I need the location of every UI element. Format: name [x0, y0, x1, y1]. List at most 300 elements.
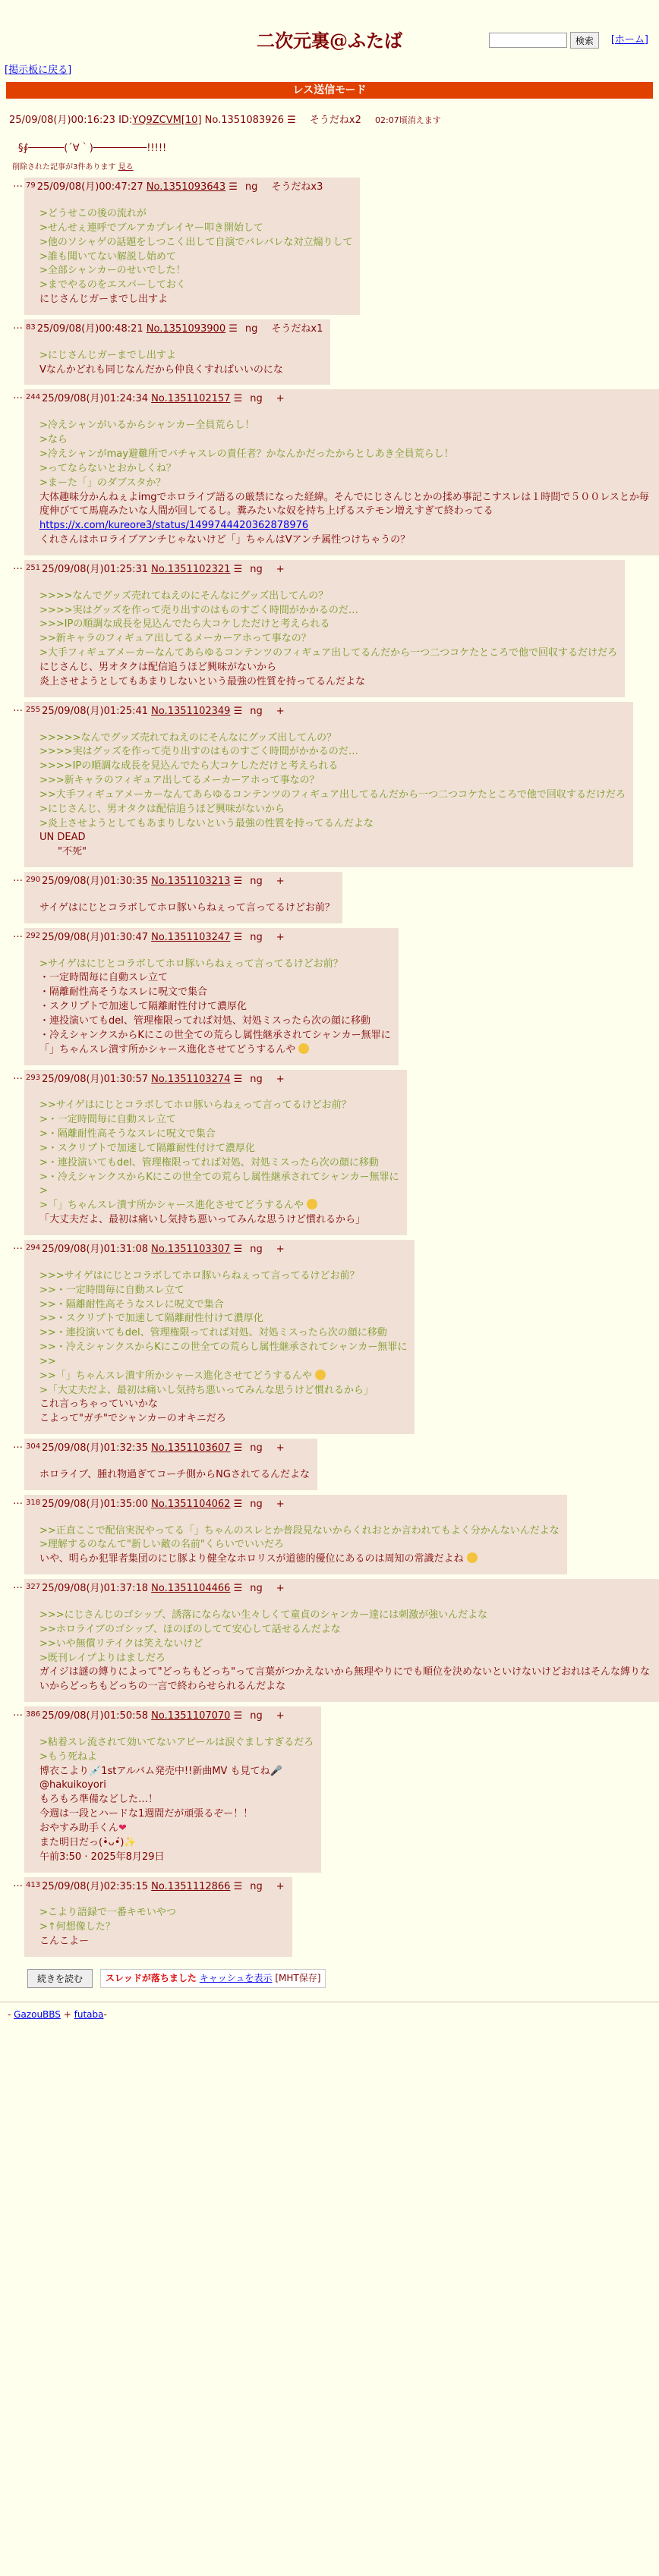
- reply-no[interactable]: No.1351103213: [151, 876, 231, 888]
- quote-line: [39, 1171, 399, 1185]
- quote-line: [39, 1920, 285, 1935]
- reply-meta: [26, 931, 391, 945]
- thread-dead-box: [100, 1969, 326, 1988]
- quote-line: [39, 250, 352, 265]
- reply-datetime: 25/09/08(月)01:31:08: [42, 1243, 149, 1255]
- line-text: >「」ちゃんスレ潰す所かシャース進化させてどうするんや: [39, 1200, 304, 1212]
- top-bar: [0, 0, 659, 53]
- quote-line: [39, 1284, 407, 1298]
- text-line: [39, 675, 617, 690]
- line-text: >>「」ちゃんスレ潰す所かシャース進化させてどうするんや: [39, 1370, 312, 1382]
- reply-meta: [26, 392, 651, 407]
- reply-meta: [26, 1582, 651, 1596]
- reply-dots: …: [13, 1070, 23, 1082]
- quote-line: [39, 1099, 399, 1113]
- reply-number: 244: [26, 393, 41, 402]
- deleted-note: [12, 162, 650, 174]
- ng-button[interactable]: ng: [250, 1880, 263, 1892]
- reply-meta: [26, 563, 617, 577]
- line-text: おやすみ助手くん: [39, 1822, 119, 1834]
- line-text: サイゲはにじとコラボしてホロ豚いらねぇって言ってるけどお前？: [39, 901, 335, 914]
- reply-meta: [26, 1243, 407, 1257]
- reply-post: [24, 319, 330, 385]
- text-line: [39, 1000, 391, 1014]
- reply-no[interactable]: No.1351107070: [151, 1710, 231, 1722]
- line-text: >ってならないとおかしくね？: [39, 462, 176, 474]
- line-text: >>>>実はグッズを作って売り出すのはものすごく時間がかかるのだ…: [39, 604, 358, 616]
- line-text: >>>新キャラのフィギュア出してるメーカーアホって事なの？: [39, 775, 320, 787]
- reply-body: [39, 1609, 651, 1694]
- quote-line: [39, 1524, 560, 1539]
- menu-icon[interactable]: ☰: [233, 393, 243, 405]
- sodane-button[interactable]: +: [276, 1442, 285, 1455]
- reply-body: [39, 1468, 310, 1483]
- line-text: >>大手フィギュアメーカーなんてあらゆるコンテンツのフィギュア出してるんだから一つ二つコケたところで他で回収するだけだろ: [39, 788, 626, 800]
- reply-meta: [26, 1073, 399, 1087]
- sodane-button[interactable]: +: [276, 876, 285, 888]
- reply-row: [0, 1070, 659, 1235]
- reply-dots: …: [13, 1580, 23, 1592]
- line-text: >>>にじさんじのゴシップ、誘落にならない生々しくて童貞のシャンカー達には刺激が強いんだよな: [39, 1609, 488, 1621]
- reply-datetime: 25/09/08(月)01:37:18: [42, 1583, 149, 1595]
- line-text: ・連投演いてもdel、管理権限ってれば対処、対処ミスったら次の顔に移動: [39, 1015, 370, 1027]
- text-line: [39, 1836, 314, 1851]
- quote-line: [39, 590, 617, 604]
- sodane-button[interactable]: +: [276, 1498, 285, 1510]
- quote-line: [39, 646, 617, 661]
- quote-line: [39, 1156, 399, 1171]
- line-text: また明日だっ(•̀ᴗ•́)✨: [39, 1836, 137, 1848]
- quote-line: [39, 1312, 407, 1326]
- reply-no[interactable]: No.1351103607: [151, 1442, 231, 1455]
- quote-line: [39, 1623, 651, 1637]
- reply-meta: [26, 1498, 560, 1512]
- footer-sep: +: [60, 2009, 74, 2021]
- line-text: これ言っちゃっていいかな: [39, 1398, 159, 1411]
- quote-line: [39, 1384, 407, 1398]
- op-no[interactable]: No.1351083926: [204, 115, 284, 126]
- line-text: >>ホロライブのゴシップ、ほのぼのしてて安心して話せるんだよな: [39, 1623, 341, 1635]
- text-line: [39, 845, 626, 860]
- text-line: [39, 1029, 391, 1043]
- menu-icon[interactable]: ☰: [233, 1243, 243, 1255]
- reply-body: [39, 731, 626, 860]
- op-id-label: ID:: [118, 115, 133, 126]
- search-button[interactable]: 検索: [570, 32, 599, 49]
- quote-line: [39, 264, 352, 278]
- ng-button[interactable]: ng: [250, 931, 263, 943]
- reply-body: [39, 1736, 314, 1865]
- op-id-link[interactable]: YQ9ZCVM[10]: [132, 115, 202, 126]
- op-expire: 02:07頃消えます: [375, 115, 441, 125]
- line-text: ・隔離耐性高そうなスレに呪文で集合: [39, 986, 208, 999]
- reply-row: [0, 1439, 659, 1490]
- reply-no[interactable]: No.1351103247: [151, 931, 231, 943]
- text-line: [39, 901, 335, 916]
- reply-no[interactable]: No.1351102157: [151, 393, 231, 405]
- line-text: >せんせぇ連呼でブルアカプレイヤー叩き開始して: [39, 222, 263, 234]
- quote-line: [39, 1370, 407, 1384]
- ng-button[interactable]: ng: [250, 1243, 263, 1255]
- quote-line: [39, 1609, 651, 1623]
- reply-body: [39, 1906, 285, 1949]
- reply-number: 386: [26, 1710, 41, 1719]
- home-link[interactable]: [ホーム]: [610, 33, 648, 46]
- quote-line: [39, 433, 651, 448]
- line-text: >サイゲはにじとコラボしてホロ豚いらねぇって言ってるけどお前？: [39, 958, 343, 970]
- footer-buttons: [27, 1969, 659, 1988]
- quote-line: [39, 958, 391, 972]
- menu-icon[interactable]: ☰: [229, 322, 238, 335]
- reply-body: [39, 207, 352, 307]
- reply-meta: [26, 1880, 285, 1895]
- line-text: >・一定時間毎に自動スレ立て: [39, 1114, 176, 1126]
- ng-button[interactable]: ng: [250, 876, 263, 888]
- sodane-button[interactable]: +: [276, 1073, 285, 1085]
- reply-body: [39, 958, 391, 1058]
- line-text: 炎上させようとしてもあまりしないという最強の性質を持ってるんだよな: [39, 675, 366, 687]
- text-line: [39, 1851, 314, 1865]
- quote-line: [39, 760, 626, 774]
- line-text: >>・隔離耐性高そうなスレに呪文で集合: [39, 1298, 224, 1310]
- reply-body: [39, 349, 323, 378]
- back-to-board-link[interactable]: [掲示板に戻る]: [5, 64, 72, 76]
- line-text: 今週は一段とハードな1週間だが頑張るぞー！！: [39, 1808, 254, 1820]
- sodane-button[interactable]: そうだねx1: [271, 322, 323, 335]
- quote-line: [39, 1184, 399, 1199]
- reply-no[interactable]: No.1351093900: [146, 322, 226, 335]
- text-line: [39, 986, 391, 1000]
- line-text: >>>IPの順調な成長を見込んでたら大コケしただけと考えられる: [39, 618, 330, 631]
- deleted-note-link[interactable]: 見る: [118, 162, 134, 171]
- menu-icon[interactable]: ☰: [233, 705, 243, 717]
- quote-line: [39, 1652, 651, 1666]
- search-area: [489, 32, 648, 49]
- ng-button[interactable]: ng: [250, 393, 263, 405]
- line-text: "不死": [58, 846, 87, 858]
- line-text: >なら: [39, 434, 68, 446]
- reply-no[interactable]: No.1351093643: [146, 181, 226, 193]
- text-line: [39, 1765, 314, 1779]
- line-text: >>・スクリプトで加速して隔離耐性付けて濃厚化: [39, 1313, 263, 1325]
- quote-line: [39, 618, 617, 632]
- line-text: >誰も聞いてない解説し始めて: [39, 250, 176, 263]
- text-line: [39, 1412, 407, 1426]
- reply-dots: …: [13, 873, 23, 885]
- op-body: [18, 142, 650, 156]
- menu-icon[interactable]: ☰: [233, 1073, 243, 1085]
- quote-line: [39, 1142, 399, 1156]
- reply-number: 83: [26, 322, 36, 332]
- cache-link[interactable]: キャッシュを表示: [199, 1972, 273, 1983]
- text-line: [39, 293, 352, 307]
- reply-list: [0, 178, 659, 1957]
- thread-dead-text: スレッドが落ちました: [106, 1972, 197, 1983]
- sodane-button[interactable]: +: [276, 705, 285, 717]
- reply-post: [24, 1495, 567, 1574]
- reply-post: [24, 1439, 317, 1490]
- reply-post: [24, 872, 342, 923]
- sodane-button[interactable]: +: [276, 931, 285, 943]
- reply-no[interactable]: No.1351104062: [151, 1498, 231, 1510]
- line-text: >どうせこの後の流れが: [39, 208, 147, 220]
- gazoubbs-link[interactable]: GazouBBS: [14, 2009, 61, 2021]
- op-sodane[interactable]: そうだねx2: [309, 115, 361, 126]
- quote-line: [39, 1128, 399, 1142]
- ng-button[interactable]: ng: [250, 1498, 263, 1510]
- line-text: https://x.com/kureore3/status/1499744420362878976: [39, 520, 309, 532]
- line-text: 大体趣味分かんねぇよimgでホロライブ語るの厳禁になった経緯。そんでにじさんじとかの揉め事記こすスレは１時間で５００レスとか毎度伸びてて馬鹿みたいな人間が回してるし。糞みたいな奴を持ち上げるステモン増えすぎて終わってる: [39, 491, 649, 517]
- reply-dots: …: [13, 560, 23, 572]
- menu-icon[interactable]: ☰: [233, 1880, 243, 1892]
- op-post: [0, 114, 659, 173]
- reply-no[interactable]: No.1351102321: [151, 563, 231, 575]
- text-line: [39, 363, 323, 378]
- quote-line: [39, 817, 626, 832]
- line-text: 「」ちゃんスレ潰す所かシャース進化させてどうするんや: [39, 1043, 296, 1055]
- text-line: [39, 1665, 651, 1694]
- reply-no[interactable]: No.1351103307: [151, 1243, 231, 1255]
- line-text: ・一定時間毎に自動スレ立て: [39, 972, 169, 984]
- sodane-button[interactable]: +: [276, 1880, 285, 1892]
- text-line: [39, 1807, 314, 1822]
- reply-post: [24, 178, 360, 315]
- menu-icon[interactable]: ☰: [233, 876, 243, 888]
- line-text: こんこよー: [39, 1936, 90, 1948]
- reply-dots: …: [13, 1707, 23, 1719]
- mht-save[interactable]: [MHT保存]: [275, 1972, 321, 1983]
- reply-post: [24, 560, 625, 697]
- line-text: >冷えシャンがmay避難所でバチャスレの責任者？かなんかだったからとしあき全員荒らし！: [39, 448, 454, 460]
- reply-meta: [26, 875, 335, 889]
- line-text: ・冷えシャンクスからKにこの世全ての荒らし属性継承されてシャンカー無罪に: [39, 1029, 391, 1041]
- menu-icon[interactable]: ☰: [233, 1442, 243, 1455]
- reply-row: [0, 928, 659, 1065]
- reply-dots: …: [13, 1240, 23, 1252]
- reply-row: [0, 702, 659, 867]
- quote-line: [39, 1637, 651, 1652]
- text-line: [39, 971, 391, 986]
- text-line: [39, 1398, 407, 1412]
- line-text: UN DEAD: [39, 832, 86, 844]
- quote-line: [39, 1906, 285, 1920]
- sodane-button[interactable]: +: [276, 1710, 285, 1722]
- line-text: @hakuikoyori: [39, 1779, 106, 1791]
- menu-icon[interactable]: ☰: [229, 181, 238, 193]
- reply-datetime: 25/09/08(月)01:30:47: [42, 931, 149, 943]
- reply-number: 413: [26, 1880, 41, 1889]
- sodane-button[interactable]: そうだねx3: [271, 181, 323, 193]
- text-line: [39, 533, 651, 548]
- text-line: [39, 1935, 285, 1949]
- reply-number: 293: [26, 1073, 41, 1082]
- line-text: >>いや無償リテイクは笑えないけど: [39, 1637, 203, 1650]
- line-text: >こより語録で一番キモいやつ: [39, 1907, 176, 1919]
- deleted-note-text: 削除された記事が3件あります: [12, 162, 116, 171]
- ng-button[interactable]: ng: [250, 1583, 263, 1595]
- line-text: ・スクリプトで加速して隔離耐性付けて濃厚化: [39, 1001, 248, 1013]
- ng-button[interactable]: ng: [244, 322, 258, 335]
- reply-row: [0, 178, 659, 315]
- text-line: [39, 1793, 314, 1807]
- line-text: >まーた「」のダブスタか？: [39, 477, 166, 489]
- reply-post: [24, 1240, 415, 1434]
- reply-meta: [26, 1442, 310, 1456]
- line-text: こよって"ガチ"でシャンカーのオキニだろ: [39, 1413, 226, 1425]
- quote-line: [39, 462, 651, 477]
- line-text: くれさんはホロライブアンチじゃないけど「」ちゃんはVアンチ属性つけちゃうの？: [39, 534, 411, 546]
- line-text: >にじさんじ、男オタクは配信追うほど興味がないから: [39, 803, 285, 815]
- quote-line: [39, 1326, 407, 1341]
- menu-icon[interactable]: ☰: [233, 931, 243, 943]
- sodane-button[interactable]: +: [276, 1583, 285, 1595]
- ng-button[interactable]: ng: [250, 1442, 263, 1455]
- reply-number: 255: [26, 705, 41, 714]
- ng-button[interactable]: ng: [250, 1710, 263, 1722]
- line-text: にじさんじガーまでし出すよ: [39, 294, 169, 306]
- reply-no[interactable]: No.1351112866: [151, 1880, 231, 1892]
- reply-dots: …: [13, 1495, 23, 1507]
- line-text: 午前3:50 · 2025年8月29日: [39, 1851, 165, 1863]
- sodane-button[interactable]: +: [276, 1243, 285, 1255]
- text-line: [39, 1043, 391, 1058]
- reply-datetime: 25/09/08(月)01:24:34: [42, 393, 149, 405]
- line-text: >までやるのをエスパーしておく: [39, 279, 186, 291]
- reply-number: 79: [26, 181, 36, 190]
- line-text: >>新キャラのフィギュア出してるメーカーアホって事なの？: [39, 633, 311, 645]
- reply-post: [24, 928, 399, 1065]
- line-text: >もう死ねよ: [39, 1750, 97, 1763]
- reply-datetime: 25/09/08(月)02:35:15: [42, 1880, 149, 1892]
- line-text: >>>>IPの順調な成長を見込んでたら大コケしただけと考えられる: [39, 760, 339, 772]
- reply-row: [0, 872, 659, 923]
- reply-dots: …: [13, 928, 23, 940]
- reply-row: [0, 1877, 659, 1957]
- quote-line: [39, 1538, 560, 1552]
- line-text: >>・連投演いてもdel、管理権限ってれば対処、対処ミスったら次の顔に移動: [39, 1327, 387, 1339]
- reply-row: [0, 560, 659, 697]
- ng-button[interactable]: ng: [250, 1073, 263, 1085]
- line-text: >他のソシャゲの話題をしつこく出して自演でバレバレな対立煽りして: [39, 236, 353, 248]
- continue-reading-button[interactable]: 続きを読む: [27, 1969, 93, 1988]
- page-footer: [0, 2002, 659, 2027]
- reply-datetime: 25/09/08(月)01:25:31: [42, 563, 149, 575]
- reply-number: 304: [26, 1442, 41, 1452]
- reply-post: [24, 1706, 321, 1872]
- line-text: 博衣こより💉1stアルバム発売中!!新曲MV も見てね🎤: [39, 1765, 282, 1777]
- op-datetime: 25/09/08(月)00:16:23: [9, 115, 115, 126]
- line-text: >>・一定時間毎に自動スレ立て: [39, 1284, 184, 1296]
- ng-button[interactable]: ng: [250, 563, 263, 575]
- line-text: >>>>なんでグッズ売れてねえのにそんなにグッズ出してんの？: [39, 590, 329, 602]
- line-text: いや、明らか犯罪者集団のにじ豚より健全なホロリスが道徳的優位にあるのは周知の常識だよね: [39, 1553, 464, 1565]
- text-line: [39, 1213, 399, 1228]
- text-line: [39, 1822, 314, 1836]
- futaba-link[interactable]: futaba: [74, 2009, 104, 2021]
- quote-line: [39, 1269, 407, 1284]
- reply-row: [0, 1706, 659, 1872]
- reply-datetime: 25/09/08(月)01:30:57: [42, 1073, 149, 1085]
- line-text: >全部シャンカーのせいでした！: [39, 265, 186, 277]
- menu-icon[interactable]: ☰: [233, 563, 243, 575]
- board-title: 二次元裏@ふたば: [257, 30, 402, 52]
- smile-emoji-icon: [315, 1370, 326, 1380]
- menu-icon[interactable]: ☰: [233, 1710, 243, 1722]
- line-text: 「大丈夫だよ、最初は痛いし気持ち悪いってみんな思うけど慣れるから」: [39, 1214, 366, 1226]
- text-line: [39, 1552, 560, 1567]
- line-text: >>・冷えシャンクスからKにこの世全ての荒らし属性継承されてシャンカー無罪に: [39, 1341, 408, 1354]
- reply-body: [39, 419, 651, 548]
- menu-icon[interactable]: ☰: [233, 1498, 243, 1510]
- line-text: >粘着スレ流されて効いてないアピールは涙ぐましすぎるだろ: [39, 1736, 314, 1748]
- menu-icon[interactable]: ☰: [233, 1583, 243, 1595]
- ng-button[interactable]: ng: [244, 181, 258, 193]
- text-line: [39, 1014, 391, 1029]
- reply-row: [0, 1579, 659, 1702]
- reply-post: [24, 1070, 407, 1235]
- quote-line: [39, 788, 626, 803]
- quote-line: [39, 477, 651, 491]
- reply-datetime: 25/09/08(月)01:32:35: [42, 1442, 149, 1455]
- reply-no[interactable]: No.1351102349: [151, 705, 231, 717]
- post-link[interactable]: [39, 519, 651, 533]
- line-text: Vなんかどれも同じなんだから仲良くすればいいのにな: [39, 363, 283, 376]
- reply-post: [24, 702, 633, 867]
- reply-body: [39, 1524, 560, 1568]
- quote-line: [39, 803, 626, 817]
- ng-button[interactable]: ng: [250, 705, 263, 717]
- reply-meta: [26, 181, 352, 195]
- line-text: >>>>>なんでグッズ売れてねえのにそんなにグッズ出してんの？: [39, 731, 337, 744]
- reply-number: 290: [26, 876, 41, 885]
- quote-line: [39, 604, 617, 618]
- reply-body: [39, 1269, 407, 1426]
- line-text: ガイジは謎の縛りによって"どっちもどっち"って言葉がつかえないから無理やりにでも順位を決めないといけないけどおれはそんな縛りないからどっちもどっちの一言で終わらせられるんだよな: [39, 1666, 651, 1693]
- line-text: >冷えシャンがいるからシャンカー全員荒らし！: [39, 420, 255, 432]
- quote-line: [39, 1736, 314, 1750]
- line-text: >>>サイゲはにじとコラボしてホロ豚いらねぇって言ってるけどお前？: [39, 1269, 360, 1282]
- sodane-button[interactable]: +: [276, 563, 285, 575]
- reply-number: 292: [26, 931, 41, 940]
- reply-post: [24, 389, 659, 555]
- line-text: >>>>実はグッズを作って売り出すのはものすごく時間がかかるのだ…: [39, 746, 358, 758]
- line-text: >炎上させようとしてもあまりしないという最強の性質を持ってるんだよな: [39, 817, 374, 829]
- search-input[interactable]: [489, 33, 567, 48]
- quote-line: [39, 1199, 399, 1213]
- reply-post: [24, 1579, 659, 1702]
- reply-no[interactable]: No.1351103274: [151, 1073, 231, 1085]
- reply-row: [0, 1240, 659, 1434]
- quote-line: [39, 278, 352, 293]
- reply-row: [0, 389, 659, 555]
- line-text: >にじさんじガーまでし出すよ: [39, 349, 176, 361]
- reply-dots: …: [13, 702, 23, 714]
- quote-line: [39, 1298, 407, 1313]
- line-text: >>正直ここで配信実況やってる「」ちゃんのスレとか普段見ないからくれおとか言われてもよく分かんないんだよな: [39, 1524, 560, 1536]
- quote-line: [39, 745, 626, 760]
- reply-number: 318: [26, 1498, 41, 1507]
- line-text: もろもろ準備などした…！: [39, 1794, 159, 1806]
- op-body-line: §∮──────(´∀｀)─────────!!!!!: [18, 142, 167, 154]
- reply-meta: [26, 1709, 314, 1724]
- reply-no[interactable]: No.1351104466: [151, 1583, 231, 1595]
- reply-mode-bar: レス送信モード: [6, 82, 653, 99]
- quote-line: [39, 236, 352, 250]
- menu-icon[interactable]: ☰: [287, 115, 296, 126]
- reply-body: [39, 1099, 399, 1228]
- sodane-button[interactable]: +: [276, 393, 285, 405]
- reply-number: 327: [26, 1583, 41, 1592]
